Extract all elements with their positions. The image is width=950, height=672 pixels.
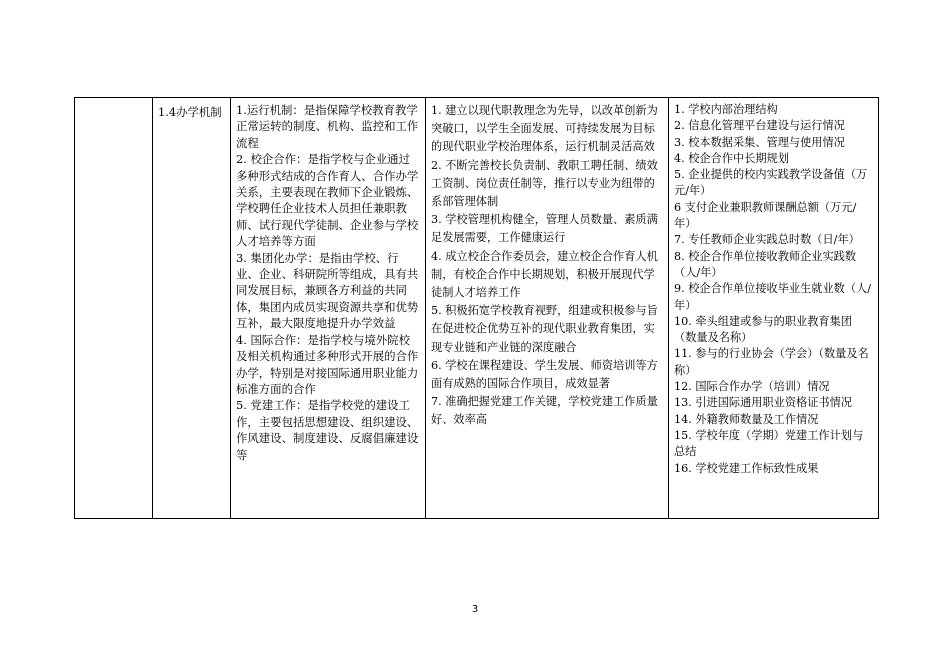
evidence-item: 6 支付企业兼职教师课酬总额（万元/年） (674, 200, 857, 231)
evidence-item: 2. 信息化管理平台建设与运行情况 (674, 119, 845, 133)
evidence-item: 9. 校企合作单位接收毕业生就业数（人/年） (674, 282, 872, 312)
standard-item: 5. 积极拓宽学校教育视野，组建或积极参与旨在促进校企优势互补的现代职业教育集团，实现专业链和产业链的深度融合 (431, 304, 658, 354)
standard-cell (426, 98, 669, 519)
standard-item: 1. 建立以现代职教理念为先导，以改革创新为突破口，以学生全面发展、可持续发展为目标的现代职业学校治理体系，运行机制灵活高效 (431, 104, 658, 154)
standard-item: 7. 准确把握党建工作关键，学校党建工作质量好、效率高 (431, 395, 658, 427)
standard-item: 3. 学校管理机构健全，管理人员数量、素质满足发展需要，工作健康运行 (431, 213, 658, 245)
evidence-item: 16. 学校党建工作标致性成果 (674, 461, 819, 475)
definition-item: 4. 国际合作：是指学校与境外院校及相关机构通过多种形式开展的合作办学，特别是对接国际通用职业能力标准方面的合作 (236, 332, 419, 396)
evidence-item: 7. 专任教师企业实践总时数（日/年） (674, 233, 860, 247)
indicator-cell: 1.4办学机制 (153, 98, 231, 519)
definition-item: 1.运行机制：是指保障学校教育教学正常运转的制度、机构、监控和工作流程 (236, 103, 419, 150)
evidence-item: 10. 牵头组建或参与的职业教育集团（数量及名称） (674, 314, 852, 345)
evidence-item: 14. 外籍教师数量及工作情况 (674, 412, 819, 426)
evidence-item: 4. 校企合作中长期规划 (674, 151, 789, 165)
standard-item: 4. 成立校企合作委员会，建立校企合作育人机制，有校企合作中长期规划，积极开展现代学徒制人才培养工作 (431, 249, 658, 300)
evidence-item: 12. 国际合作办学（培训）情况 (674, 380, 830, 394)
definition-cell (231, 98, 426, 519)
category-cell (75, 98, 153, 519)
evidence-item: 11. 参与的行业协会（学会）（数量及名称） (674, 347, 869, 377)
evidence-item: 3. 校本数据采集、管理与使用情况 (674, 135, 845, 149)
standard-item: 2. 不断完善校长负责制、教职工聘任制、绩效工资制、岗位责任制等，推行以专业为纽带的系部管理体制 (431, 158, 658, 209)
evidence-item: 8. 校企合作单位接收教师企业实践数（人/年） (674, 249, 857, 279)
standards-table (74, 97, 879, 519)
standard-item: 6. 学校在课程建设、学生发展、师资培训等方面有成熟的国际合作项目，成效显著 (431, 358, 658, 391)
definition-item: 2. 校企合作：是指学校与企业通过多种形式结成的合作育人、合作办学关系，主要表现在教师下企业锻炼、学校聘任企业技术人员担任兼职教师、试行现代学徒制、企业参与学校人才培养等方面 (236, 152, 419, 249)
table-row (75, 98, 879, 519)
evidence-item: 5. 企业提供的校内实践教学设备值（万元/年） (674, 168, 868, 198)
page-number: 3 (471, 604, 479, 615)
evidence-item: 15. 学校年度（学期）党建工作计划与总结 (674, 428, 864, 459)
definition-item: 3. 集团化办学：是指由学校、行业、企业、科研院所等组成，具有共同发展目标，兼顾各方利益的共同体，集团内成员实现资源共享和优势互补，最大限度地提升办学效益 (236, 250, 419, 331)
evidence-item: 1. 学校内部治理结构 (674, 103, 778, 116)
definition-item: 5. 党建工作：是指学校党的建设工作，主要包括思想建设、组织建设、作风建设、制度建设、反腐倡廉建设等 (236, 398, 419, 462)
evidence-cell (669, 98, 879, 519)
evidence-item: 13. 引进国际通用职业资格证书情况 (674, 396, 852, 410)
